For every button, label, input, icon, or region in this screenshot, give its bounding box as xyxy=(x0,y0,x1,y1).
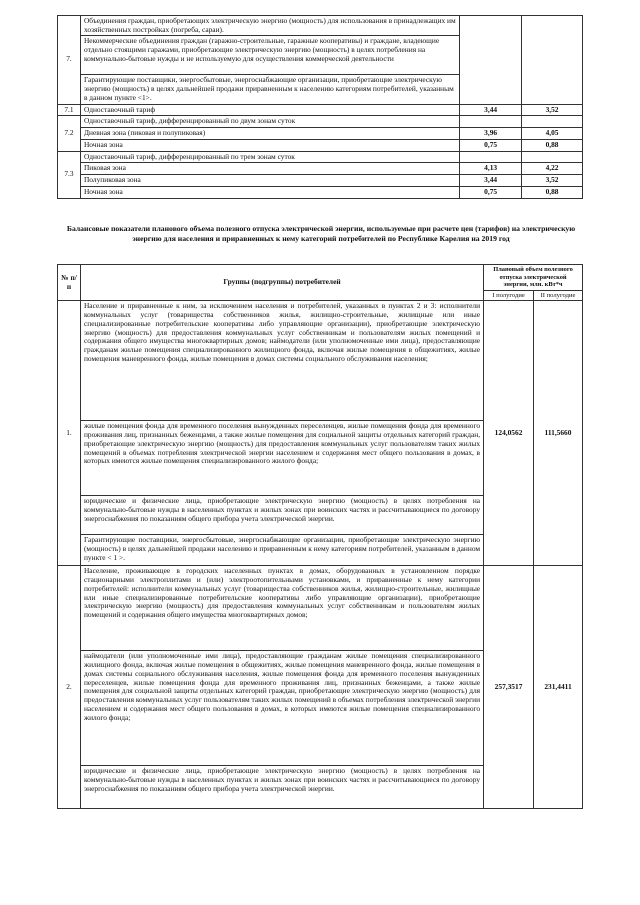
row-73-zone-2-value-2: 3,52 xyxy=(522,175,583,187)
row-73-zone-1-value-1: 4,13 xyxy=(460,163,522,175)
row-72-header: Одноставочный тариф, дифференцированный по двум зонам суток xyxy=(80,116,459,128)
row-7-text-3: Гарантирующие поставщики, энергосбытовые, энергоснабжающие организации, приобретающие электрическую энергию (мощность) в целях дальнейшей продажи приравненным к населению категориям потребителей, указанным в данном пункте <1>. xyxy=(80,75,459,104)
row-1-text-4: Гарантирующие поставщики, энергосбытовые, энергоснабжающие организации, приобретающие электрическую энергию (мощность) в целях дальнейшей продажи населению и приравненным к нему категориям потребителей, указанным в данном пункте < 1 >. xyxy=(80,535,483,566)
row-73-number: 7.3 xyxy=(58,151,81,198)
section-heading: Балансовые показатели планового объема полезного отпуска электрической энергии, используемые при расчете цен (тарифов) на электрическую энергию для населения и приравненных к нему категорий потребителей по Республике Карелия на 2019 год xyxy=(66,224,576,243)
col-header-half-1: I полугодие xyxy=(484,290,534,301)
row-1-text-1: Население и приравненные к ним, за исключением населения и потребителей, указанных в пунктах 2 и 3: исполнители коммунальных услуг (товарищества собственников жилья, жилищно-строительные, жилищные или иные специализированные потребительские кооперативы либо управляющие организации), приобретающие электрическую энергию (мощность) для предоставления коммунальных услуг собственникам и пользователям жилых помещений и содержания общего имущества многоквартирных домов; наймодатели (или уполномоченные ими лица), предоставляющие гражданам жилые помещения специализированного жилищного фонда, включая жилые помещения в общежитиях, жилые помещения маневренного фонда, жилые помещения в домах системы социального обслуживания населения; xyxy=(80,301,483,421)
row-73-zone-1-label: Пиковая зона xyxy=(80,163,459,175)
col-header-half-2: II полугодие xyxy=(534,290,583,301)
row-1-text-2: жилые помещения фонда для временного поселения вынужденных переселенцев, жилые помещения фонда для временного проживания лиц, признанных беженцами, а также жилые помещения для социальной защиты отдельных категорий граждан, приобретающие электрическую энергию (мощность) для предоставления коммунальных услуг пользователям таких жилых помещений в объемах потребления электрической энергии населением и содержания мест общего пользования в домах, в которых имеются жилые помещения специализированного жилого фонда; xyxy=(80,421,483,496)
row-73-zone-3-value-1: 0,75 xyxy=(460,186,522,198)
row-72-number: 7.2 xyxy=(58,116,81,151)
row-73-zone-3-label: Ночная зона xyxy=(80,186,459,198)
row-2-text-1: Население, проживающее в городских населенных пунктах в домах, оборудованных в установленном порядке стационарными электроплитами и (или) электроотопительными установками, и приравненные к нему категории потребителей: исполнители коммунальных услуг (товарищества собственников жилья, жилищно-строительные, жилищные или иные специализированные потребительские кооперативы либо управляющие организации), приобретающие электрическую энергию (мощность) для предоставления коммунальных услуг собственникам и пользователям жилых помещений и содержания общего имущества многоквартирных домов; xyxy=(80,566,483,651)
row-2-text-2: наймодатели (или уполномоченные ими лица), предоставляющие гражданам жилые помещения специализированного жилищного фонда, включая жилые помещения в общежитиях, жилые помещения маневренного фонда, жилые помещения в домах системы социального обслуживания населения, жилые помещения фонда для временного поселения вынужденных переселенцев, жилые помещения фонда для временного проживания лиц, признанных беженцами, а также жилые помещения для социальной защиты отдельных категорий граждан, приобретающие электрическую энергию (мощность) для предоставления коммунальных услуг пользователям таких жилых помещений в объемах потребления электрической энергии населением и содержания мест общего пользования в домах, в которых имеются жилые помещения специализированного жилого фонда; xyxy=(80,651,483,766)
row-72-zone-1-label: Дневная зона (пиковая и полупиковая) xyxy=(80,128,459,140)
row-2-value-half-1: 257,3517 xyxy=(484,566,534,809)
row-72-zone-2-label: Ночная зона xyxy=(80,139,459,151)
row-71-label: Одноставочный тариф xyxy=(80,104,459,116)
tariff-table xyxy=(57,15,583,199)
row-71-value-1: 3,44 xyxy=(460,104,522,116)
col-header-volume: Плановый объем полезного отпуска электрической энергии, млн. кВт*ч xyxy=(484,265,583,291)
row-7-text-1: Объединения граждан, приобретающих электрическую энергию (мощность) для использования в принадлежащих им хозяйственных постройках (погреба, сараи). xyxy=(80,16,459,36)
row-2-text-3: юридические и физические лица, приобретающие электрическую энергию (мощность) в целях потребления на коммунально-бытовые нужды в населенных пунктах и жилых зонах при воинских частях и рассчитывающиеся по договору энергоснабжения по показаниям общего прибора учета электрической энергии. xyxy=(80,766,483,809)
row-71-value-2: 3,52 xyxy=(522,104,583,116)
row-73-zone-3-value-2: 0,88 xyxy=(522,186,583,198)
row-1-number: 1. xyxy=(58,301,81,566)
row-73-zone-1-value-2: 4,22 xyxy=(522,163,583,175)
row-2-number: 2. xyxy=(58,566,81,809)
row-72-zone-2-value-2: 0,88 xyxy=(522,139,583,151)
balance-table xyxy=(57,264,583,809)
row-7-number: 7. xyxy=(58,16,81,105)
row-72-zone-1-value-1: 3,96 xyxy=(460,128,522,140)
row-73-header: Одноставочный тариф, дифференцированный по трем зонам суток xyxy=(80,151,459,163)
col-header-groups: Группы (подгруппы) потребителей xyxy=(80,265,483,301)
row-1-value-half-2: 111,5660 xyxy=(534,301,583,566)
col-header-number: № п/п xyxy=(58,265,81,301)
row-72-zone-1-value-2: 4,05 xyxy=(522,128,583,140)
row-1-text-3: юридические и физические лица, приобретающие электрическую энергию (мощность) в целях потребления на коммунально-бытовые нужды в населенных пунктах и жилых зонах при воинских частях и рассчитывающиеся по договору энергоснабжения по показаниям общего прибора учета электрической энергии. xyxy=(80,496,483,535)
row-73-zone-2-label: Полупиковая зона xyxy=(80,175,459,187)
row-73-zone-2-value-1: 3,44 xyxy=(460,175,522,187)
row-2-value-half-2: 231,4411 xyxy=(534,566,583,809)
row-1-value-half-1: 124,0562 xyxy=(484,301,534,566)
row-72-zone-2-value-1: 0,75 xyxy=(460,139,522,151)
row-7-text-2: Некоммерческие объединения граждан (гаражно-строительные, гаражные кооперативы) и граждане, владеющие отдельно стоящими гаражами, приобретающие электрическую энергию (мощность) в целях потребления на коммунально-бытовые нужды и не используемую для осуществления коммерческой деятельности xyxy=(80,36,459,75)
row-71-number: 7.1 xyxy=(58,104,81,116)
